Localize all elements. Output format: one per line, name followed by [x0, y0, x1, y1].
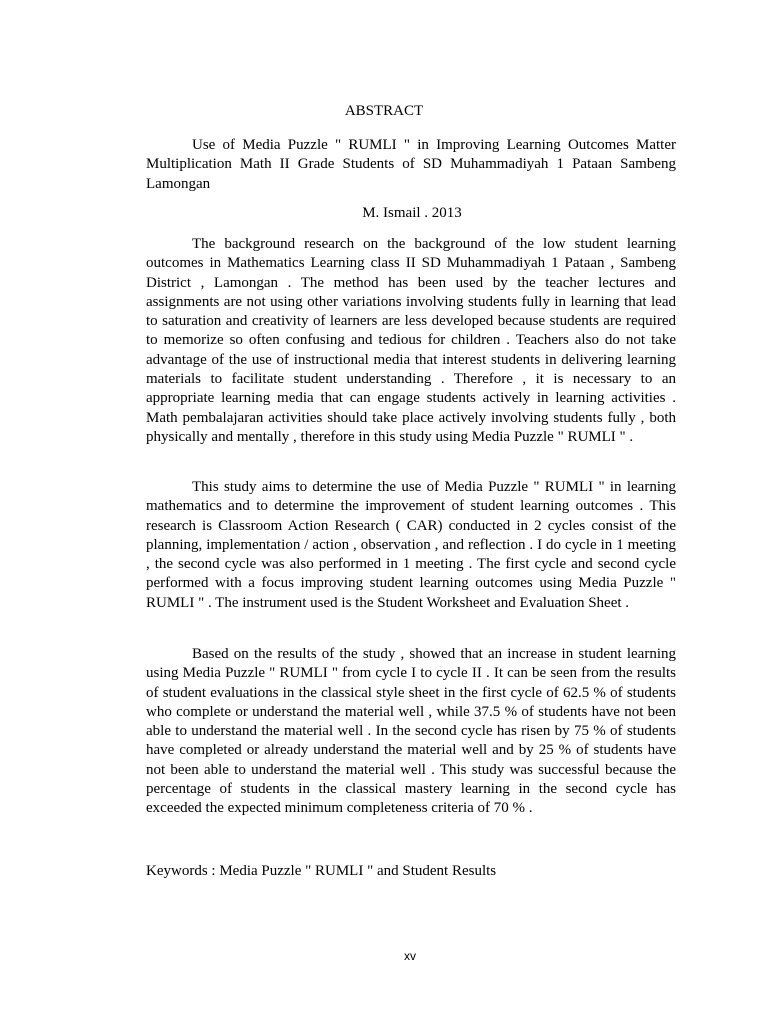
abstract-heading: ABSTRACT [344, 103, 424, 119]
keywords-line: Keywords : Media Puzzle " RUMLI " and Student Results [146, 863, 497, 879]
thesis-title: Use of Media Puzzle " RUMLI " in Improving Learning Outcomes Matter Multiplication Math II Grade Students of SD Muhammadiyah 1 Pataan Sambeng Lamongan [146, 137, 676, 192]
author-line: M. Ismail . 2013 [362, 205, 462, 221]
paragraph-background: The background research on the background of the low student learning outcomes in Mathematics Learning class II SD Muhammadiyah 1 Pataan , Sambeng District , Lamongan . The method has been used by the teacher lectures and assignments are not using other variations involving students fully in learning that lead to saturation and creativity of learners are less developed because students are required to memorize so often confusing and tedious for children . Teachers also do not take advantage of the use of instructional media that interest students in delivering learning materials to facilitate student understanding . Therefore , it is necessary to an appropriate learning media that can engage students actively in learning activities . Math pembalajaran activities should take place actively involving students fully , both physically and mentally , therefore in this study using Media Puzzle " RUMLI " . [146, 236, 676, 445]
paragraph-results: Based on the results of the study , showed that an increase in student learning using Media Puzzle " RUMLI " from cycle I to cycle II . It can be seen from the results of student evaluations in the classical style sheet in the first cycle of 62.5 % of students who complete or understand the material well , while 37.5 % of students have not been able to understand the material well . In the second cycle has risen by 75 % of students have completed or already understand the material well and by 25 % of students have not been able to understand the material well . This study was successful because the percentage of students in the classical mastery learning in the second cycle has exceeded the expected minimum completeness criteria of 70 % . [146, 646, 676, 817]
page-number: xv [404, 949, 416, 963]
paragraph-aims: This study aims to determine the use of Media Puzzle " RUMLI " in learning mathematics and to determine the improvement of student learning outcomes . This research is Classroom Action Research ( CAR) conducted in 2 cycles consist of the planning, implementation / action , observation , and reflection . I do cycle in 1 meeting , the second cycle was also performed in 1 meeting . The first cycle and second cycle performed with a focus improving student learning outcomes using Media Puzzle " RUMLI " . The instrument used is the Student Worksheet and Evaluation Sheet . [146, 479, 676, 611]
